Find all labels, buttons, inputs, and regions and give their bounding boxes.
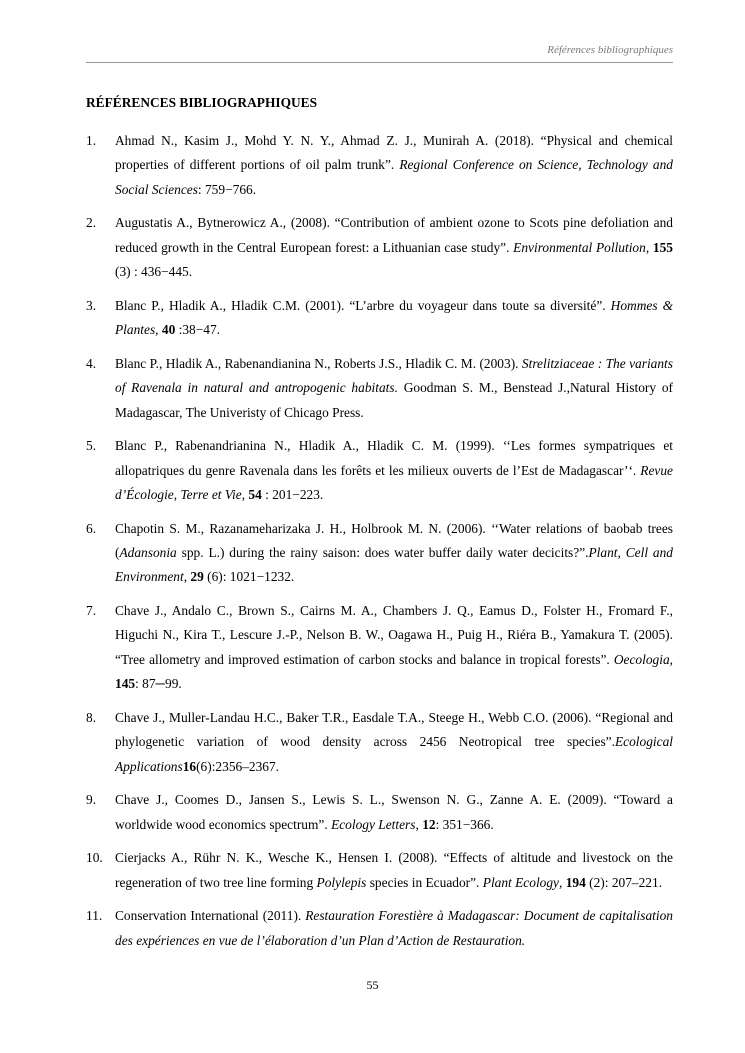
text-run: Augustatis A., Bytnerowicz A., (2008). “Contribution of ambient ozone to Scots pine defoliation and reduced growth in the Central European forest: a Lithuanian case study”. bbox=[115, 215, 673, 255]
text-run: : 351−366. bbox=[435, 816, 494, 832]
bold-text: 155 bbox=[652, 239, 673, 255]
text-run: Blanc P., Hladik A., Rabenandianina N., Roberts J.S., Hladik C. M. (2003). bbox=[115, 355, 522, 371]
reference-entry bbox=[86, 294, 673, 343]
italic-text: Adansonia bbox=[119, 545, 177, 561]
text-run: Chapotin S. M., Razanameharizaka J. H., Holbrook M. N. (2006). ‘‘Water relations of baobab trees ( bbox=[115, 520, 673, 561]
reference-text bbox=[115, 846, 673, 895]
italic-text: Ecology Letters bbox=[331, 816, 416, 832]
section-title: RÉFÉRENCES BIBLIOGRAPHIQUES bbox=[86, 95, 318, 110]
text-run: (6):2356–2367. bbox=[196, 758, 280, 774]
reference-entry bbox=[86, 706, 673, 779]
reference-list bbox=[86, 129, 673, 962]
italic-text: Hommes & Plantes bbox=[115, 297, 674, 338]
text-run: Cierjacks A., Rühr N. K., Wesche K., Hensen I. (2008). “Effects of altitude and livestock on the regeneration of two tree line forming bbox=[115, 850, 673, 890]
reference-text bbox=[115, 294, 673, 343]
text-run: Conservation International (2011). bbox=[115, 908, 306, 924]
running-header: Références bibliographiques bbox=[547, 44, 673, 56]
reference-entry bbox=[86, 517, 673, 590]
reference-entry bbox=[86, 352, 673, 425]
reference-number: 7. bbox=[86, 603, 97, 619]
reference-number: 2. bbox=[86, 215, 97, 231]
reference-text bbox=[115, 599, 673, 697]
reference-number: 8. bbox=[86, 709, 97, 725]
italic-text: Environmental Pollution, bbox=[513, 239, 650, 255]
reference-number: 3. bbox=[86, 297, 97, 313]
bold-text: 12 bbox=[422, 816, 436, 832]
text-run: Chave J., Muller-Landau H.C., Baker T.R., Easdale T.A., Steege H., Webb C.O. (2006). “Regional and phylogenetic variation of wood density across 2456 Neotropical tree species”. bbox=[115, 709, 673, 750]
reference-entry bbox=[86, 434, 673, 507]
reference-number: 9. bbox=[86, 792, 97, 808]
reference-text bbox=[115, 517, 673, 590]
reference-number: 5. bbox=[86, 438, 97, 454]
italic-text: Strelitziaceae : The variants of Ravenala in natural and antropogenic habitats. bbox=[115, 355, 673, 396]
text-run: : 201−223. bbox=[261, 487, 324, 503]
reference-text bbox=[115, 211, 673, 284]
text-run: :38−47. bbox=[175, 322, 221, 338]
reference-text bbox=[115, 129, 673, 202]
italic-text: Revue d’Écologie, Terre et Vie bbox=[115, 462, 673, 503]
reference-text bbox=[115, 352, 673, 425]
text-run: , bbox=[241, 487, 249, 503]
bold-text: 40 bbox=[161, 322, 176, 338]
bold-text: 29 bbox=[190, 569, 204, 585]
italic-text: Ecological Applications bbox=[115, 734, 673, 774]
reference-text bbox=[115, 788, 673, 837]
bold-text: 194 bbox=[565, 874, 586, 890]
text-run: Blanc P., Hladik A., Hladik C.M. (2001). “L’arbre du voyageur dans toute sa diversité”. bbox=[115, 297, 611, 313]
reference-number: 11. bbox=[86, 908, 103, 924]
italic-text: Plant, Cell and Environment bbox=[115, 545, 673, 585]
text-run: Ahmad N., Kasim J., Mohd Y. N. Y., Ahmad Z. J., Munirah A. (2018). “Physical and chemical properties of different portions of oil palm trunk”. bbox=[115, 133, 673, 173]
text-run: (2): 207–221. bbox=[585, 874, 663, 890]
text-run: Chave J., Coomes D., Jansen S., Lewis S. L., Swenson N. G., Zanne A. E. (2009). “Toward a worldwide wood economics spectrum”. bbox=[115, 792, 673, 832]
italic-text: Plant Ecology bbox=[482, 874, 559, 890]
text-run: , bbox=[183, 569, 191, 585]
reference-number: 1. bbox=[86, 133, 97, 148]
reference-entry bbox=[86, 211, 673, 284]
header-divider bbox=[86, 62, 673, 63]
italic-text: Oecologia, bbox=[613, 651, 673, 667]
page-number: 55 bbox=[366, 978, 379, 992]
reference-entry bbox=[86, 788, 673, 837]
text-run: species in Ecuador”. bbox=[366, 874, 483, 890]
reference-entry bbox=[86, 599, 673, 697]
bold-text: 16 bbox=[182, 758, 197, 774]
reference-entry bbox=[86, 129, 673, 202]
reference-entry bbox=[86, 846, 673, 895]
italic-text: Polylepis bbox=[316, 874, 367, 890]
text-run: Blanc P., Rabenandrianina N., Hladik A., Hladik C. M. (1999). ‘‘Les formes sympatriques et allopatriques du genre Ravenala dans les forêts et les milieux ouverts de l’Est de Madagascar’‘. bbox=[115, 438, 673, 478]
reference-entry bbox=[86, 904, 673, 953]
text-run: Goodman S. M., Benstead J.,Natural History of Madagascar, The Univeristy of Chicago Press. bbox=[115, 380, 673, 420]
reference-number: 10. bbox=[86, 850, 103, 866]
text-run: Chave J., Andalo C., Brown S., Cairns M. A., Chambers J. Q., Eamus D., Folster H., Fromard F., Higuchi N., Kira T., Lescure J.-P., Nelson B. W., Oagawa H., Puig H., Riéra B., Yamakura T. (2005). “Tree allometry and improved estimation of carbon stocks and balance in tropical forests”. bbox=[115, 603, 673, 667]
bold-text: 145 bbox=[115, 676, 136, 692]
italic-text: Restauration Forestière à Madagascar: Document de capitalisation des expériences en vue de l’élaboration d’un Plan d’Action de Restauration. bbox=[115, 908, 673, 948]
text-run: : 759−766. bbox=[197, 181, 257, 197]
reference-text bbox=[115, 434, 673, 507]
reference-text bbox=[115, 706, 673, 779]
text-run: : 87─99. bbox=[135, 676, 182, 692]
text-run: (3) : 436−445. bbox=[115, 264, 193, 280]
reference-text bbox=[115, 904, 673, 953]
text-run: , bbox=[559, 874, 566, 890]
bold-text: 54 bbox=[248, 487, 262, 503]
italic-text: Regional Conference on Science, Technology and Social Sciences bbox=[115, 157, 673, 197]
reference-number: 4. bbox=[86, 355, 97, 371]
text-run: spp. L.) during the rainy saison: does water buffer daily water decicits?”. bbox=[176, 545, 589, 561]
text-run: (6): 1021−1232. bbox=[203, 569, 295, 585]
reference-number: 6. bbox=[86, 520, 97, 536]
text-run: , bbox=[155, 322, 162, 338]
text-run: , bbox=[415, 816, 423, 832]
